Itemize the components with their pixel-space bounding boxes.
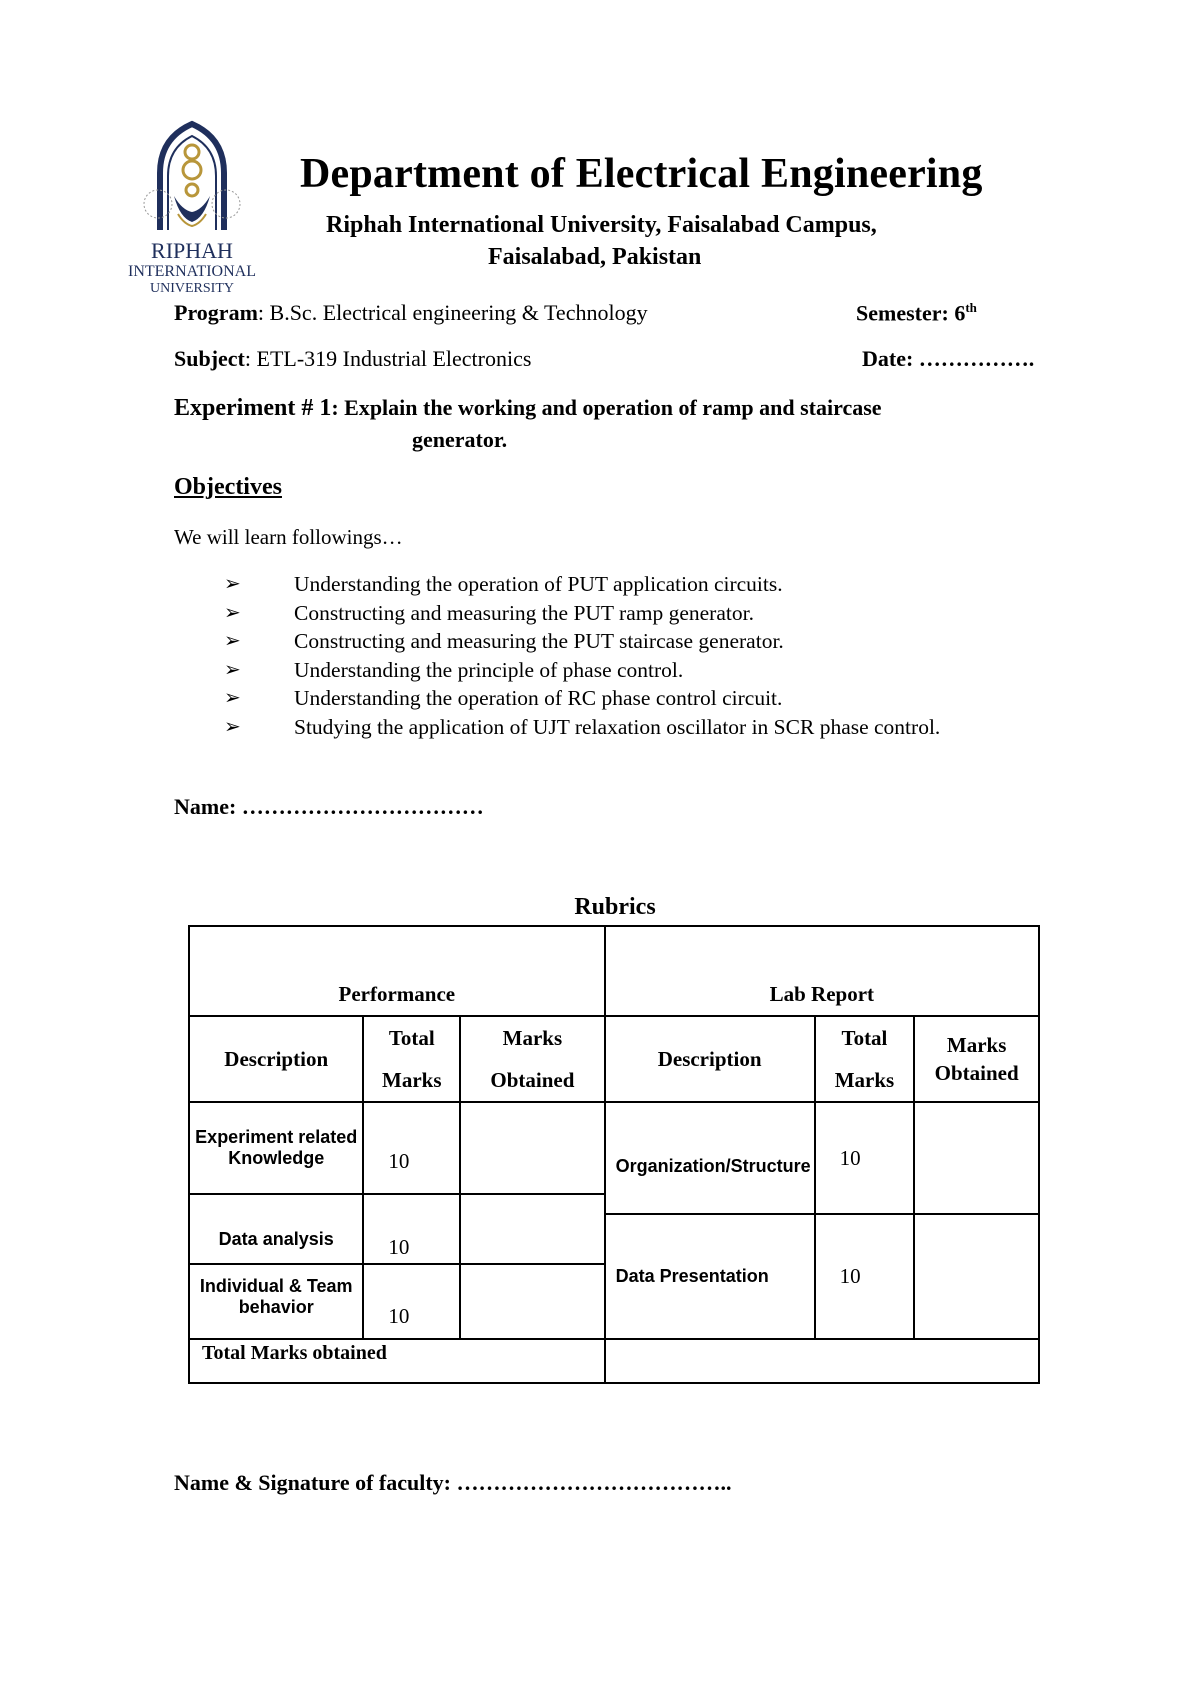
col-obtained-line-1: Marks bbox=[946, 1033, 1007, 1057]
col-obtained-line-1: Marks bbox=[502, 1026, 563, 1050]
program-line bbox=[174, 300, 648, 326]
performance-obtained bbox=[460, 1194, 605, 1264]
lab-description: Organization/Structure bbox=[605, 1102, 815, 1214]
lab-total: 10 bbox=[815, 1102, 915, 1214]
lab-total: 10 bbox=[815, 1214, 915, 1339]
lab-description: Data Presentation bbox=[605, 1214, 815, 1339]
objectives-heading: Objectives bbox=[174, 474, 282, 500]
table-row bbox=[189, 1339, 1039, 1383]
semester-sup: th bbox=[965, 300, 977, 315]
experiment-text-2: generator. bbox=[412, 427, 508, 452]
arrow-bullet-icon: ➢ bbox=[224, 715, 241, 738]
student-name-label: Name: …………………………… bbox=[174, 794, 484, 819]
performance-total: 10 bbox=[363, 1102, 460, 1194]
logo-text-university: UNIVERSITY bbox=[150, 281, 234, 296]
performance-description: Data analysis bbox=[189, 1194, 363, 1264]
lab-obtained bbox=[914, 1214, 1039, 1339]
col-total-lab bbox=[815, 1016, 915, 1102]
lab-report-header: Lab Report bbox=[605, 926, 1039, 1016]
performance-obtained bbox=[460, 1264, 605, 1339]
col-total-line-2: Marks bbox=[834, 1068, 895, 1092]
program-value: : B.Sc. Electrical engineering & Technology bbox=[257, 300, 648, 325]
university-logo bbox=[118, 118, 266, 296]
list-item bbox=[174, 713, 1014, 742]
performance-description: Individual & Team behavior bbox=[189, 1264, 363, 1339]
lab-obtained bbox=[914, 1102, 1039, 1214]
subject-line bbox=[174, 346, 531, 372]
total-marks-lab-cell bbox=[605, 1339, 1039, 1383]
list-item bbox=[174, 599, 1014, 628]
program-label: Program bbox=[174, 300, 258, 325]
col-total-line-1: Total bbox=[388, 1026, 435, 1050]
col-total-performance bbox=[363, 1016, 460, 1102]
total-marks-label: Total Marks obtained bbox=[189, 1339, 605, 1383]
objective-text: Understanding the principle of phase control. bbox=[294, 657, 684, 682]
department-title: Department of Electrical Engineering bbox=[300, 151, 983, 197]
table-row bbox=[189, 926, 1039, 1016]
col-total-line-2: Marks bbox=[382, 1068, 442, 1092]
date-label: Date: ……………. bbox=[862, 346, 1035, 371]
performance-header: Performance bbox=[189, 926, 605, 1016]
objective-text: Constructing and measuring the PUT ramp generator. bbox=[294, 600, 754, 625]
col-total-line-1: Total bbox=[841, 1026, 888, 1050]
col-obtained-line-2: Obtained bbox=[490, 1068, 575, 1092]
col-description-performance: Description bbox=[189, 1016, 363, 1102]
objectives-list bbox=[174, 570, 1014, 741]
semester-line bbox=[856, 300, 977, 326]
arrow-bullet-icon: ➢ bbox=[224, 630, 241, 652]
objective-text: Constructing and measuring the PUT staircase generator. bbox=[294, 629, 784, 653]
university-line-2: Faisalabad, Pakistan bbox=[488, 244, 702, 270]
student-name-field bbox=[174, 794, 484, 820]
performance-total: 10 bbox=[363, 1194, 460, 1264]
subject-label: Subject bbox=[174, 346, 245, 371]
rubrics-title: Rubrics bbox=[574, 894, 656, 920]
performance-obtained bbox=[460, 1102, 605, 1194]
logo-text-international: INTERNATIONAL bbox=[128, 263, 256, 280]
faculty-signature-line: Name & Signature of faculty: ……………………………….. bbox=[174, 1470, 732, 1495]
objective-text: Understanding the operation of PUT application circuits. bbox=[294, 572, 783, 596]
list-item bbox=[174, 684, 1014, 713]
objectives-intro: We will learn followings… bbox=[174, 525, 403, 549]
col-description-lab: Description bbox=[605, 1016, 815, 1102]
col-obtained-line-2: Obtained bbox=[934, 1061, 1019, 1085]
list-item bbox=[174, 570, 1014, 599]
col-obtained-performance bbox=[460, 1016, 605, 1102]
arrow-bullet-icon: ➢ bbox=[224, 573, 241, 595]
performance-description: Experiment related Knowledge bbox=[189, 1102, 363, 1194]
semester-label: Semester: 6 bbox=[856, 300, 966, 326]
experiment-text-1: : Explain the working and operation of ramp and staircase bbox=[331, 395, 882, 420]
objective-text: Understanding the operation of RC phase control circuit. bbox=[294, 686, 783, 710]
table-row bbox=[189, 1016, 1039, 1102]
list-item bbox=[174, 656, 1014, 685]
arrow-bullet-icon: ➢ bbox=[224, 687, 241, 709]
experiment-label: Experiment # 1 bbox=[174, 395, 332, 421]
subject-value: : ETL-319 Industrial Electronics bbox=[244, 346, 532, 371]
col-obtained-lab bbox=[914, 1016, 1039, 1102]
arrow-bullet-icon: ➢ bbox=[224, 658, 241, 681]
list-item bbox=[174, 627, 1014, 656]
performance-total: 10 bbox=[363, 1264, 460, 1339]
experiment-line bbox=[174, 395, 882, 422]
logo-text-riphah: RIPHAH bbox=[151, 238, 233, 263]
rubrics-table bbox=[188, 925, 1040, 1384]
objective-text: Studying the application of UJT relaxation oscillator in SCR phase control. bbox=[294, 714, 941, 739]
university-line-1: Riphah International University, Faisalabad Campus, bbox=[326, 212, 877, 238]
date-line bbox=[862, 346, 1034, 372]
arrow-bullet-icon: ➢ bbox=[224, 601, 241, 624]
table-row bbox=[189, 1102, 1039, 1194]
